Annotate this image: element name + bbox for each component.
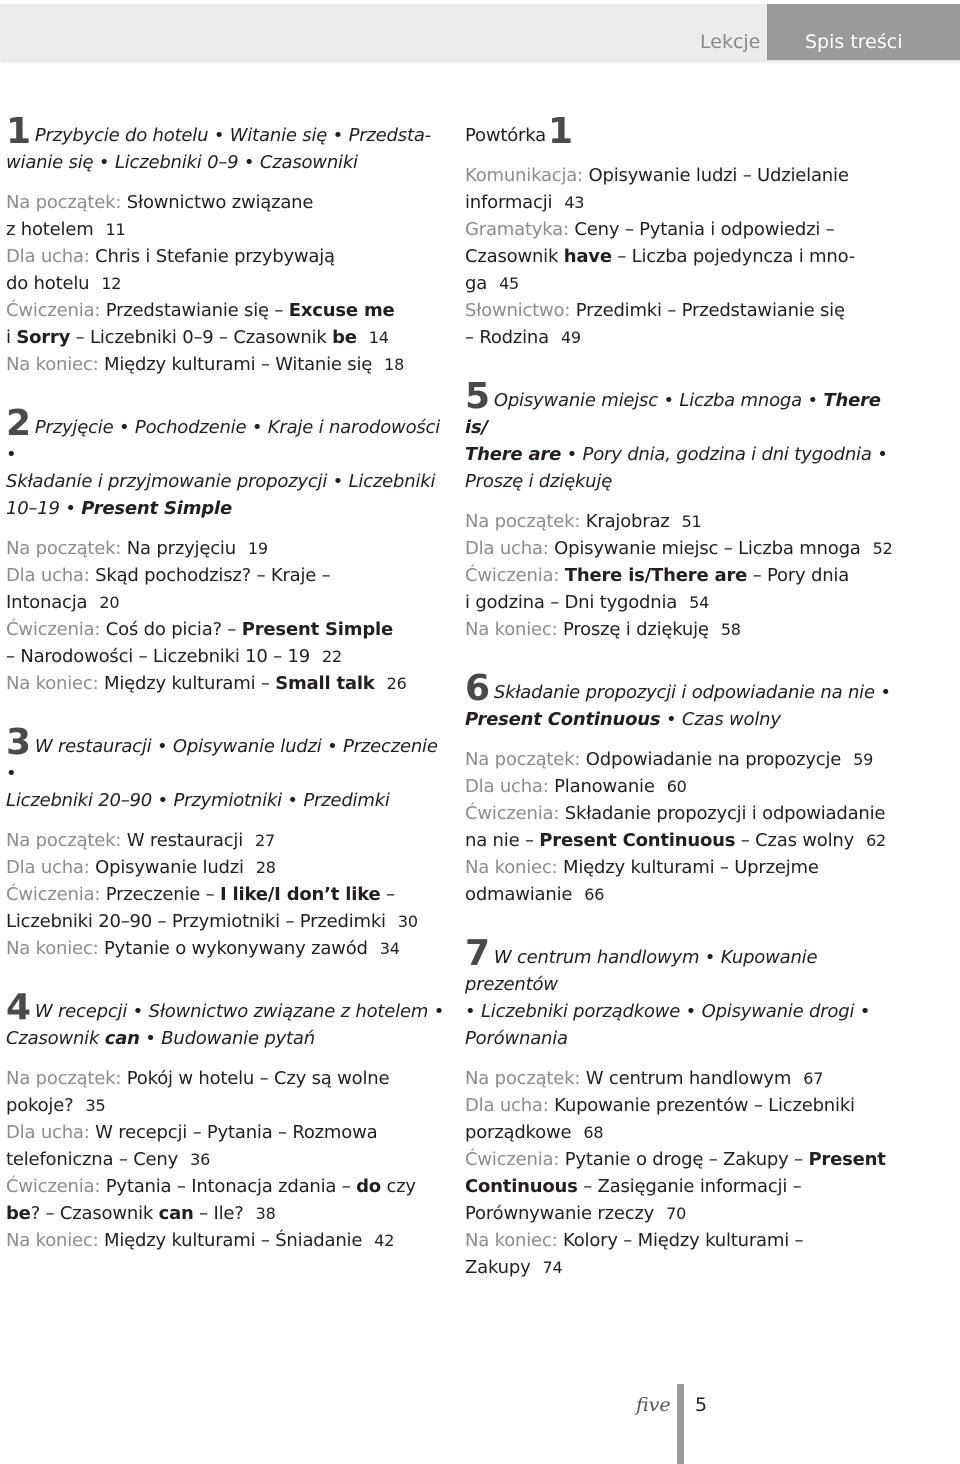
page-number: 43	[564, 193, 585, 212]
top-tab-bar	[0, 4, 960, 60]
toc-entry-exercises[interactable]: Ćwiczenia: Pytanie o drogę – Zakupy – Present Continuous – Zasięganie informacji – Porównywanie rzeczy 70	[465, 1149, 886, 1224]
toc-entry-vocabulary[interactable]: Słownictwo: Przedimki – Przedstawianie się – Rodzina 49	[465, 300, 845, 348]
unit-heading: 1 Przybycie do hotelu • Witanie się • Przedsta- wianie się • Liczebniki 0–9 • Czasowniki	[6, 111, 431, 173]
footer-divider-bar	[677, 1384, 684, 1464]
toc-entry-end[interactable]: Na koniec: Między kulturami – Uprzejme odmawianie 66	[465, 857, 819, 905]
page-number: 52	[872, 539, 893, 558]
page-number: 30	[397, 912, 418, 931]
page-number: 45	[499, 274, 520, 293]
page-number: 70	[666, 1204, 687, 1223]
page-number: 67	[803, 1069, 824, 1088]
unit-number: 1	[6, 111, 31, 152]
toc-entry-grammar[interactable]: Gramatyka: Ceny – Pytania i odpowiedzi – Czasownik have – Liczba pojedyncza i mno- ga 45	[465, 219, 856, 294]
toc-entry-exercises[interactable]: Ćwiczenia: Pytania – Intonacja zdania – do czy be? – Czasownik can – Ile? 38	[6, 1176, 416, 1224]
page-number: 58	[720, 620, 741, 639]
page-number: 74	[542, 1258, 563, 1277]
toc-entry-ear[interactable]: Dla ucha: W recepcji – Pytania – Rozmowa telefoniczna – Ceny 36	[6, 1122, 378, 1170]
unit-2	[6, 403, 446, 697]
review-1	[465, 111, 905, 351]
toc-entry-ear[interactable]: Dla ucha: Skąd pochodzisz? – Kraje – Intonacja 20	[6, 565, 331, 613]
tab-spis-tresci[interactable]	[767, 4, 960, 60]
page-number: 22	[322, 647, 342, 666]
page-number: 60	[666, 777, 687, 796]
unit-3	[6, 722, 446, 962]
page-number: 66	[584, 885, 605, 904]
unit-number: 4	[6, 987, 31, 1028]
toc-entry-start[interactable]: Na początek: W centrum handlowym 67	[465, 1068, 824, 1089]
page-number: 42	[374, 1231, 395, 1250]
left-column	[6, 111, 446, 1286]
page-number: 12	[101, 274, 122, 293]
unit-7	[465, 933, 905, 1281]
page-number: 26	[386, 674, 407, 693]
toc-entry-start[interactable]: Na początek: Odpowiadanie na propozycje 59	[465, 749, 874, 770]
page-number: 49	[560, 328, 581, 347]
unit-heading: 5 Opisywanie miejsc • Liczba mnoga • There is/ There are • Pory dnia, godzina i dni tygodnia • Proszę i dziękuję	[465, 376, 888, 492]
page-number: 28	[255, 858, 276, 877]
toc-entry-end[interactable]: Na koniec: Między kulturami – Śniadanie 42	[6, 1230, 395, 1251]
unit-4	[6, 987, 446, 1254]
page-number: 62	[866, 831, 887, 850]
tab-spis-tresci-label: Spis treści	[805, 31, 903, 53]
toc-entry-ear[interactable]: Dla ucha: Opisywanie miejsc – Liczba mnoga 52	[465, 538, 893, 559]
unit-number: 6	[465, 668, 490, 709]
review-number: 1	[547, 111, 573, 152]
page-number: 35	[85, 1096, 106, 1115]
page-number: 59	[853, 750, 874, 769]
toc-entry-ear[interactable]: Dla ucha: Kupowanie prezentów – Liczebniki porządkowe 68	[465, 1095, 855, 1143]
unit-heading: 7 W centrum handlowym • Kupowanie prezentów • Liczebniki porządkowe • Opisywanie drogi • Porównania	[465, 933, 871, 1049]
page-number: 34	[379, 939, 400, 958]
page-number: 36	[190, 1150, 211, 1169]
page-number: 14	[368, 328, 389, 347]
toc-entry-exercises[interactable]: Ćwiczenia: Coś do picia? – Present Simple – Narodowości – Liczebniki 10 – 19 22	[6, 619, 393, 667]
toc-entry-ear[interactable]: Dla ucha: Chris i Stefanie przybywają do hotelu 12	[6, 246, 335, 294]
toc-entry-start[interactable]: Na początek: Pokój w hotelu – Czy są wolne pokoje? 35	[6, 1068, 390, 1116]
toc-entry-ear[interactable]: Dla ucha: Planowanie 60	[465, 776, 687, 797]
unit-heading: 6 Składanie propozycji i odpowiadanie na nie • Present Continuous • Czas wolny	[465, 668, 891, 730]
toc-entry-exercises[interactable]: Ćwiczenia: Przeczenie – I like/I don’t like – Liczebniki 20–90 – Przymiotniki – Przedimki 30	[6, 884, 418, 932]
toc-entry-start[interactable]: Na początek: Krajobraz 51	[465, 511, 702, 532]
tab-lekcje[interactable]: Lekcje	[700, 31, 761, 53]
toc-entry-end[interactable]: Na koniec: Proszę i dziękuję 58	[465, 619, 741, 640]
footer-page-number: 5	[695, 1394, 708, 1416]
toc-entry-communication[interactable]: Komunikacja: Opisywanie ludzi – Udzielanie informacji 43	[465, 165, 849, 213]
page-number: 27	[255, 831, 275, 850]
unit-heading: 3 W restauracji • Opisywanie ludzi • Przeczenie • Liczebniki 20–90 • Przymiotniki • Przedimki	[6, 722, 438, 811]
right-column	[465, 111, 905, 1313]
toc-entry-exercises[interactable]: Ćwiczenia: Przedstawianie się – Excuse me i Sorry – Liczebniki 0–9 – Czasownik be 14	[6, 300, 395, 348]
toc-entry-end[interactable]: Na koniec: Między kulturami – Small talk 26	[6, 673, 407, 694]
review-title: Powtórka	[465, 125, 546, 146]
toc-entry-end[interactable]: Na koniec: Kolory – Między kulturami – Zakupy 74	[465, 1230, 804, 1278]
page-number: 54	[689, 593, 710, 612]
toc-entry-exercises[interactable]: Ćwiczenia: There is/There are – Pory dnia i godzina – Dni tygodnia 54	[465, 565, 850, 613]
unit-heading: 4 W recepcji • Słownictwo związane z hotelem • Czasownik can • Budowanie pytań	[6, 987, 445, 1049]
footer-page-word: five	[636, 1394, 671, 1416]
review-heading	[465, 111, 905, 152]
toc-entry-end[interactable]: Na koniec: Między kulturami – Witanie się 18	[6, 354, 405, 375]
page-number: 19	[247, 539, 268, 558]
toc-entry-start[interactable]: Na początek: Słownictwo związane z hotelem 11	[6, 192, 314, 240]
unit-5	[465, 376, 905, 643]
toc-entry-exercises[interactable]: Ćwiczenia: Składanie propozycji i odpowiadanie na nie – Present Continuous – Czas wolny 62	[465, 803, 887, 851]
unit-number: 2	[6, 403, 31, 444]
page-number: 18	[384, 355, 405, 374]
page-number: 11	[105, 220, 126, 239]
toc-entry-start[interactable]: Na początek: Na przyjęciu 19	[6, 538, 268, 559]
toc-entry-ear[interactable]: Dla ucha: Opisywanie ludzi 28	[6, 857, 276, 878]
toc-entry-end[interactable]: Na koniec: Pytanie o wykonywany zawód 34	[6, 938, 400, 959]
unit-heading: 2 Przyjęcie • Pochodzenie • Kraje i narodowości • Składanie i przyjmowanie propozycji • Liczebniki 10–19 • Present Simple	[6, 403, 441, 519]
page-number: 51	[681, 512, 702, 531]
page-number: 68	[583, 1123, 604, 1142]
unit-number: 3	[6, 722, 31, 763]
unit-number: 7	[465, 933, 490, 974]
unit-1	[6, 111, 446, 378]
page-number: 20	[99, 593, 120, 612]
toc-entry-start[interactable]: Na początek: W restauracji 27	[6, 830, 275, 851]
unit-6	[465, 668, 905, 908]
unit-number: 5	[465, 376, 490, 417]
page-number: 38	[255, 1204, 276, 1223]
